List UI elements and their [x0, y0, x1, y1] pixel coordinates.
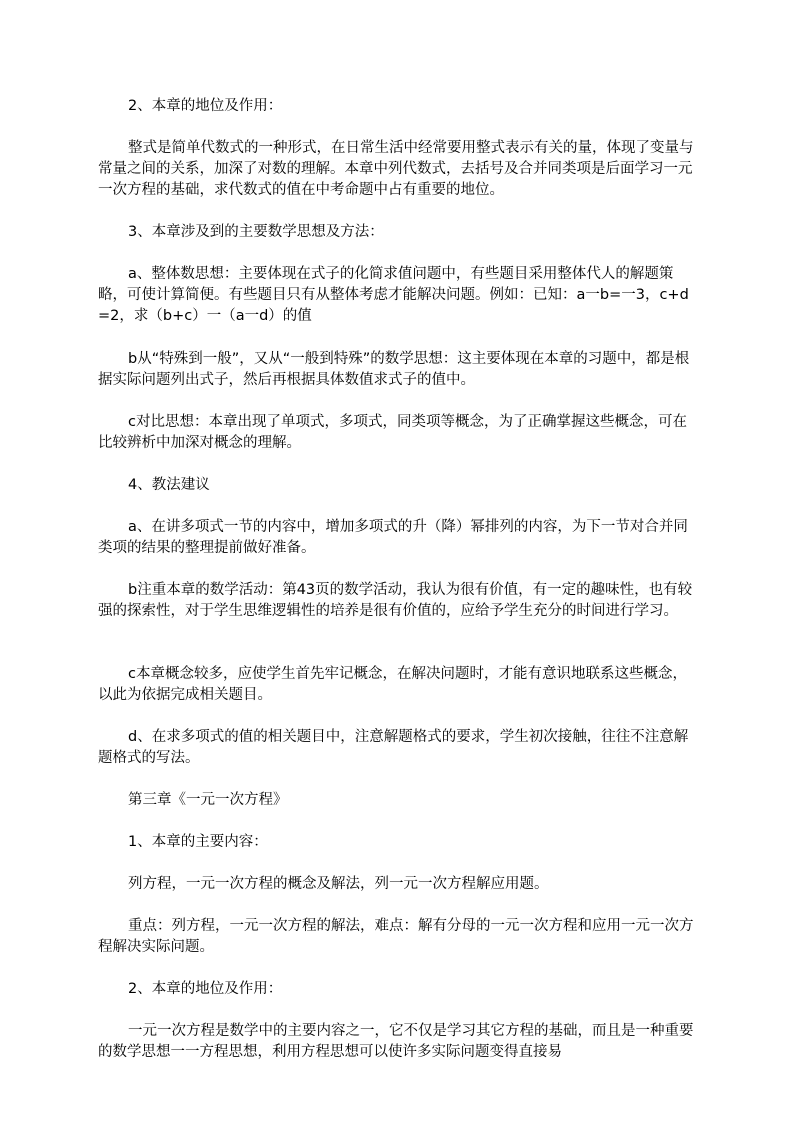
section-heading-role-2: 2、本章的地位及作用： [128, 981, 283, 997]
section-heading-role: 2、本章的地位及作用： [128, 98, 283, 114]
paragraph-role-description-2: 一元一次方程是数学中的主要内容之一，它不仅是学习其它方程的基础，而且是一种重要的数学思想一一方程思想，利用方程思想可以使许多实际问题变得直接易 [98, 1023, 694, 1060]
section-heading-main-content: 1、本章的主要内容： [128, 834, 268, 850]
paragraph-teaching-c: c本章概念较多，应使学生首先牢记概念，在解决问题时，才能有意识地联系这些概念，以此为依据完成相关题目。 [98, 666, 687, 703]
paragraph-teaching-d: d、在求多项式的值的相关题目中，注意解题格式的要求，学生初次接触，往往不注意解题格式的写法。 [98, 729, 689, 766]
paragraph-method-c: c对比思想：本章出现了单项式，多项式，同类项等概念，为了正确掌握这些概念，可在比较辨析中加深对概念的理解。 [98, 414, 687, 451]
paragraph-method-a: a、整体数思想：主要体现在式子的化简求值问题中，有些题目采用整体代人的解题策略，可使计算简便。有些题目只有从整体考虑才能解决问题。例如：已知：a一b=一3，c+d=2，求（b+c）一（a一d）的值 [98, 266, 689, 324]
paragraph-teaching-a: a、在讲多项式一节的内容中，增加多项式的升（降）幂排列的内容，为下一节对合并同类项的结果的整理提前做好准备。 [98, 519, 688, 556]
paragraph-key-points: 重点：列方程，一元一次方程的解法，难点：解有分母的一元一次方程和应用一元一次方程解决实际问题。 [98, 918, 694, 955]
paragraph-main-content: 列方程，一元一次方程的概念及解法，列一元一次方程解应用题。 [128, 876, 549, 892]
section-heading-methods: 3、本章涉及到的主要数学思想及方法： [128, 224, 384, 240]
paragraph-method-b: b从“特殊到一般”，又从“一般到特殊”的数学思想：这主要体现在本章的习题中，都是根据实际问题列出式子，然后再根据具体数值求式子的值中。 [98, 351, 690, 388]
chapter-title: 第三章《一元一次方程》 [128, 792, 288, 808]
section-heading-teaching: 4、教法建议 [128, 477, 210, 493]
paragraph-teaching-b: b注重本章的数学活动：第43页的数学活动，我认为很有价值，有一定的趣味性，也有较强的探索性，对于学生思维逻辑性的培养是很有价值的，应给予学生充分的时间进行学习。 [98, 582, 693, 619]
paragraph-role-description: 整式是简单代数式的一种形式，在日常生活中经常要用整式表示有关的量，体现了变量与常量之间的关系，加深了对数的理解。本章中列代数式，去括号及合并同类项是后面学习一元一次方程的基础，求代数式的值在中考命题中占有重要的地位。 [98, 140, 694, 198]
